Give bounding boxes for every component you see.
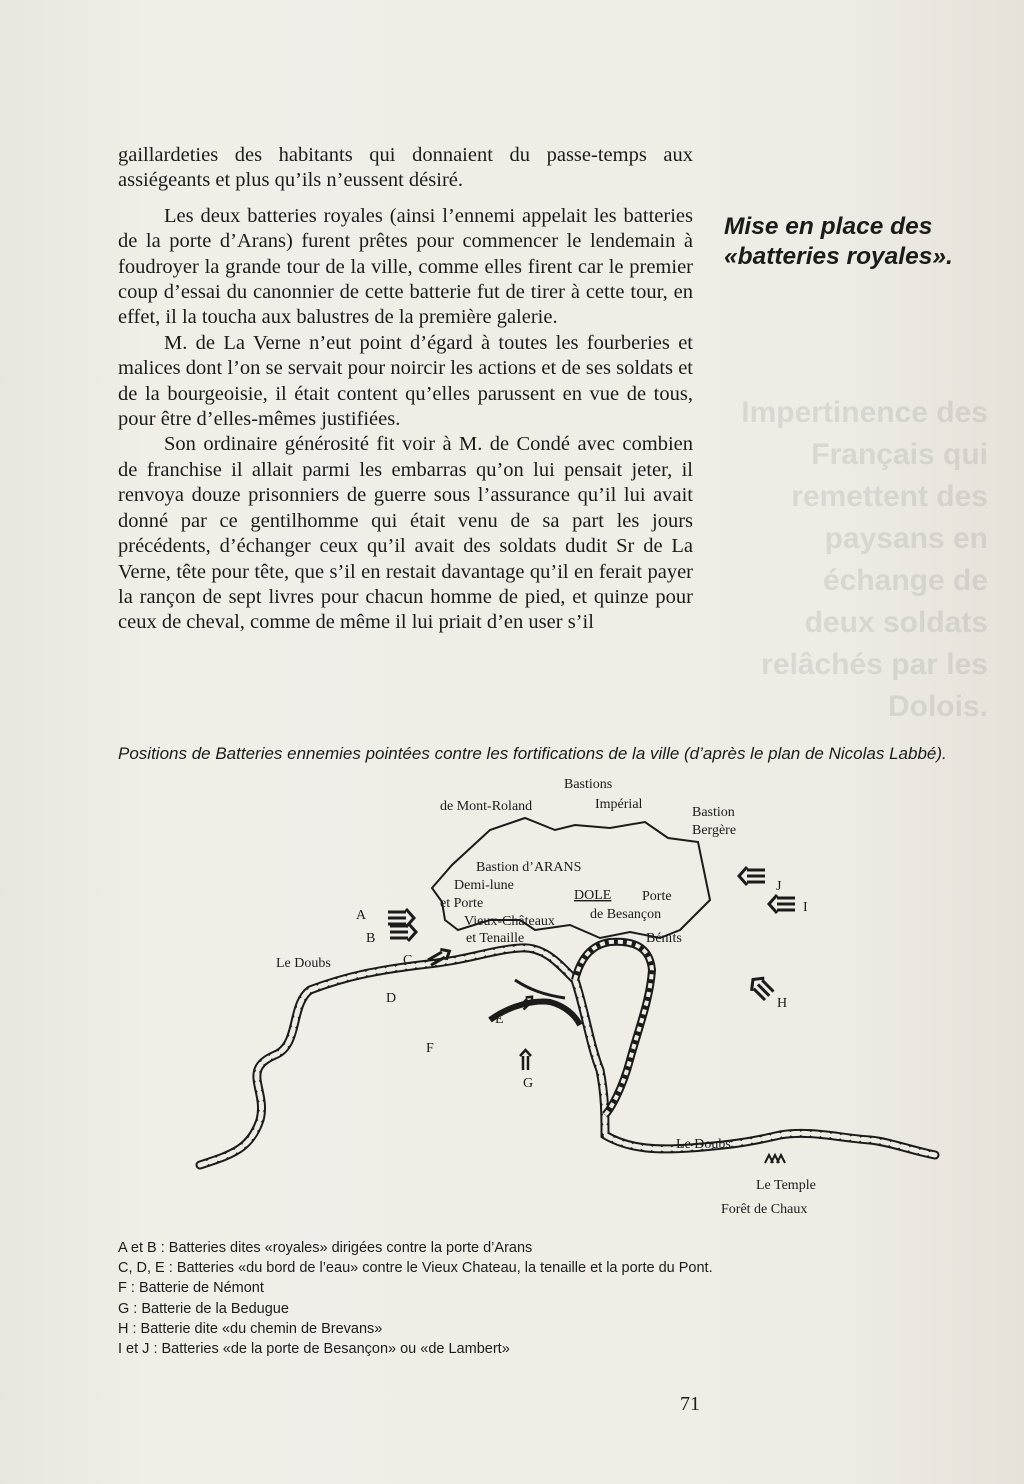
label-f: F — [426, 1041, 434, 1056]
battery-j-icon — [739, 867, 765, 885]
label-foret-de-chaux: Forêt de Chaux — [721, 1202, 808, 1217]
label-demi-lune: Demi-lune — [454, 878, 514, 893]
label-et-tenaille: et Tenaille — [466, 931, 525, 946]
legend-item: I et J : Batteries «de la porte de Besançon» ou «de Lambert» — [118, 1341, 510, 1358]
temple-icon — [765, 1155, 785, 1163]
label-imperial: Impérial — [595, 797, 643, 812]
label-le-doubs: Le Doubs — [676, 1137, 731, 1152]
battery-g-icon — [520, 1050, 531, 1070]
label-bastion: Bastion — [692, 805, 735, 820]
paragraph: Son ordinaire générosité fit voir à M. de Condé avec combien de franchise il allait parmi les embarras qu’on lui pensait jeter, il renvoya douze prisonniers de guerre sous l’assurance qu’il lui avait donné par ce gentilhomme qui était venu de sa part les jours précédents, d’échanger ceux qu’il avait des soldats dudit Sr de La Verne, tête pour tête, que s’il en restait davantage qu’il en ferait payer la rançon de sept livres pour chacun homme de pied, et quinze pour ceux de cheval, comme de même il lui priait d’en user s’il — [118, 433, 693, 634]
label-mont-roland: de Mont-Roland — [440, 799, 533, 814]
label-j: J — [776, 879, 782, 894]
margin-note: Mise en place des «batteries royales». — [724, 213, 953, 270]
label-le-temple: Le Temple — [756, 1178, 816, 1193]
label-b: B — [366, 931, 376, 946]
legend-item: F : Batterie de Némont — [118, 1280, 264, 1297]
legend-item: A et B : Batteries dites «royales» dirigées contre la porte d’Arans — [118, 1240, 533, 1256]
label-dole: DOLE — [574, 888, 612, 903]
river-doubs-inner — [200, 948, 935, 1165]
legend-item: C, D, E : Batteries «du bord de l’eau» contre le Vieux Chateau, la tenaille et la porte du Pont. — [118, 1260, 713, 1277]
battery-h-icon — [747, 973, 776, 1002]
river-inner-channel — [515, 980, 565, 998]
paragraph: gaillardeties des habitants qui donnaient du passe-temps aux assiégeants et plus qu’ils n’eussent désiré. — [118, 144, 693, 192]
main-text — [118, 143, 693, 636]
legend-item: H : Batterie dite «du chemin de Brevans» — [118, 1320, 383, 1337]
label-porte: Porte — [642, 889, 672, 904]
paragraph: Les deux batteries royales (ainsi l’ennemi appelait les batteries de la porte d’Arans) furent prêtes pour commencer le lendemain à foudroyer la grande tour de la ville, comme elles firent car le premier coup d’essai du canonnier de cette batterie fut de tirer à cette tour, en effet, il la toucha aux balustres de la première galerie. — [118, 204, 693, 329]
label-c: C — [403, 953, 413, 968]
battery-b-icon — [390, 923, 416, 941]
paragraph: M. de La Verne n’eut point d’égard à toutes les fourberies et malices dont l’on se servait pour noircir les actions et de ses soldats et de la bourgeoisie, il était content qu’elles parussent en vue de tous, pour être d’elles-mêmes justifiées. — [118, 331, 693, 431]
label-d: D — [386, 991, 397, 1006]
label-bergere: Bergère — [692, 823, 737, 838]
map-legend — [118, 1238, 998, 1359]
label-e: E — [495, 1012, 504, 1027]
figure-caption: Positions de Batteries ennemies pointées contre les fortifications de la ville (d’après le plan de Nicolas Labbé). — [118, 744, 947, 763]
label-h: H — [777, 996, 788, 1011]
label-g: G — [523, 1076, 534, 1091]
legend-item: G : Batterie de la Bedugue — [118, 1300, 289, 1317]
label-bastions: Bastions — [564, 777, 613, 792]
label-a: A — [356, 908, 367, 923]
bleed-through-text: Impertinence des Français qui remettent des paysans en échange de deux soldats relâchés par les Dolois. — [741, 396, 988, 723]
label-et-porte: et Porte — [440, 896, 484, 911]
label-bastion-arans: Bastion d’ARANS — [476, 860, 582, 875]
label-de-besancon: de Besançon — [590, 907, 662, 922]
label-vieux-chateaux: Vieux-Châteaux — [464, 914, 555, 929]
page-number: 71 — [680, 1393, 700, 1415]
label-le-doubs: Le Doubs — [276, 956, 331, 971]
label-i: I — [803, 900, 808, 915]
siege-map — [190, 770, 950, 1230]
label-benits: Bénits — [646, 931, 682, 946]
battery-i-icon — [769, 895, 795, 913]
